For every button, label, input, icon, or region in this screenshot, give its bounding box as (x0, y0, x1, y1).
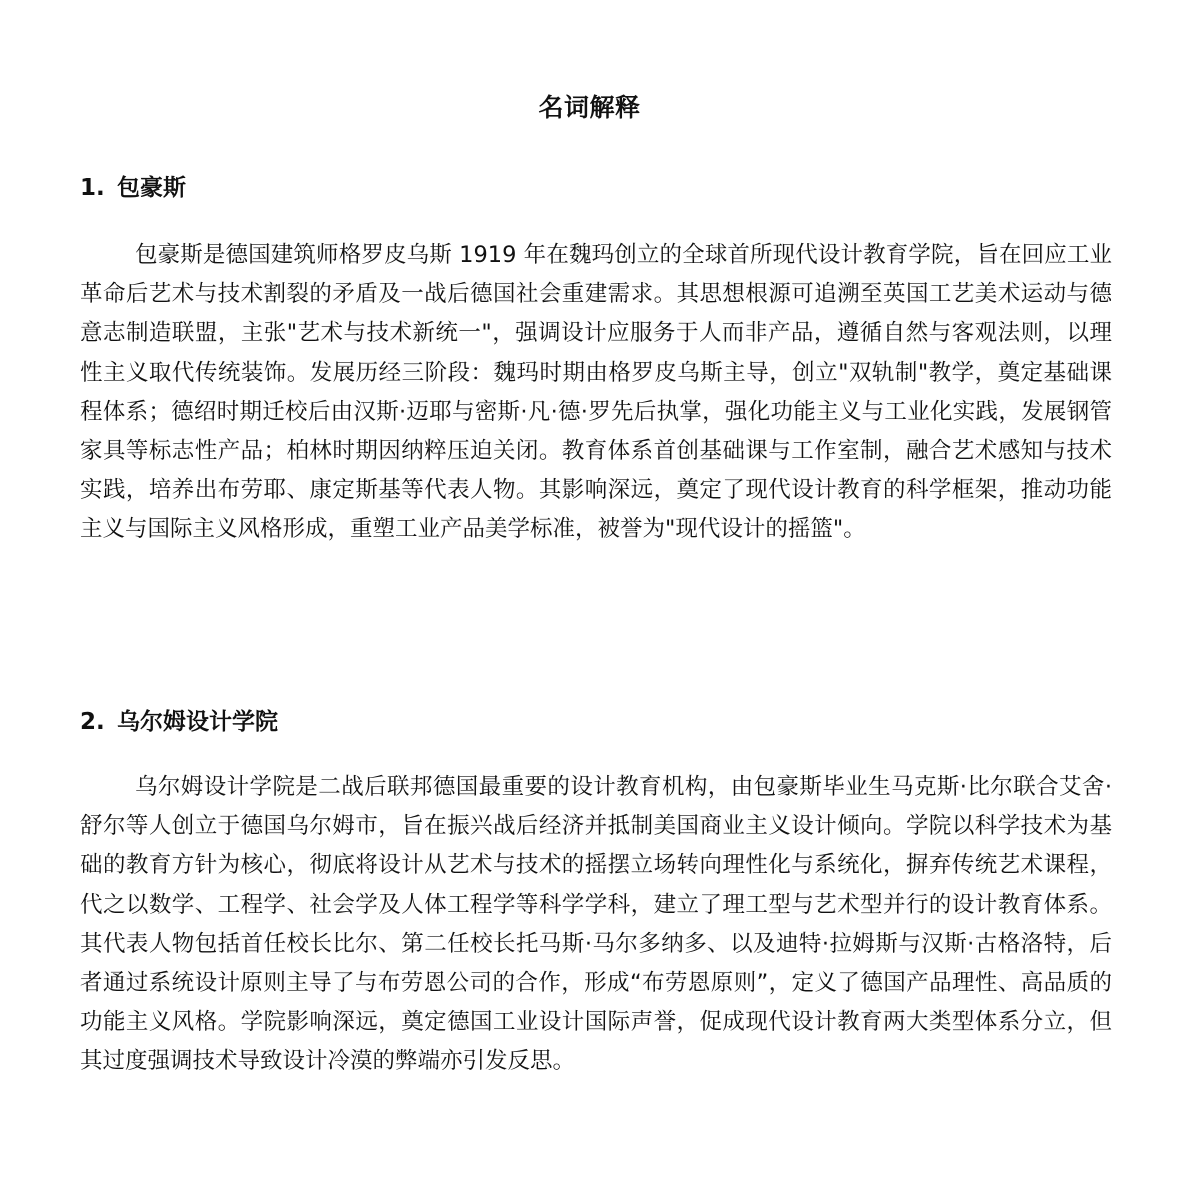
document-title: 名词解释 (538, 93, 641, 122)
section-title: 包豪斯 (117, 175, 186, 201)
section-number: 2. (80, 709, 105, 735)
section-title: 乌尔姆设计学院 (117, 709, 278, 735)
section-number: 1. (80, 175, 105, 201)
section-paragraph-bauhaus: 包豪斯是德国建筑师格罗皮乌斯 1919 年在魏玛创立的全球首所现代设计教育学院，旨在回应工业革命后艺术与技术割裂的矛盾及一战后德国社会重建需求。其思想根源可追溯至英国工艺美术运动与德意志制造联盟，主张"艺术与技术新统一"，强调设计应服务于人而非产品，遵循自然与客观法则，以理性主义取代传统装饰。发展历经三阶段：魏玛时期由格罗皮乌斯主导，创立"双轨制"教学，奠定基础课程体系；德绍时期迁校后由汉斯·迈耶与密斯·凡·德·罗先后执掌，强化功能主义与工业化实践，发展钢管家具等标志性产品；柏林时期因纳粹压迫关闭。教育体系首创基础课与工作室制，融合艺术感知与技术实践，培养出布劳耶、康定斯基等代表人物。其影响深远，奠定了现代设计教育的科学框架，推动功能主义与国际主义风格形成，重塑工业产品美学标准，被誉为"现代设计的摇篮"。 (80, 242, 1112, 543)
section-paragraph-ulm: 乌尔姆设计学院是二战后联邦德国最重要的设计教育机构，由包豪斯毕业生马克斯·比尔联合艾舍·舒尔等人创立于德国乌尔姆市，旨在振兴战后经济并抵制美国商业主义设计倾向。学院以科学技术为基础的教育方针为核心，彻底将设计从艺术与技术的摇摆立场转向理性化与系统化，摒弃传统艺术课程，代之以数学、工程学、社会学及人体工程学等科学学科，建立了理工型与艺术型并行的设计教育体系。其代表人物包括首任校长比尔、第二任校长托马斯·马尔多纳多、以及迪特·拉姆斯与汉斯·古格洛特，后者通过系统设计原则主导了与布劳恩公司的合作，形成“布劳恩原则”，定义了德国产品理性、高品质的功能主义风格。学院影响深远，奠定德国工业设计国际声誉，促成现代设计教育两大类型体系分立，但其过度强调技术导致设计冷漠的弊端亦引发反思。 (80, 774, 1112, 1075)
section-heading-ulm (80, 706, 278, 738)
section-heading-bauhaus (80, 172, 186, 204)
